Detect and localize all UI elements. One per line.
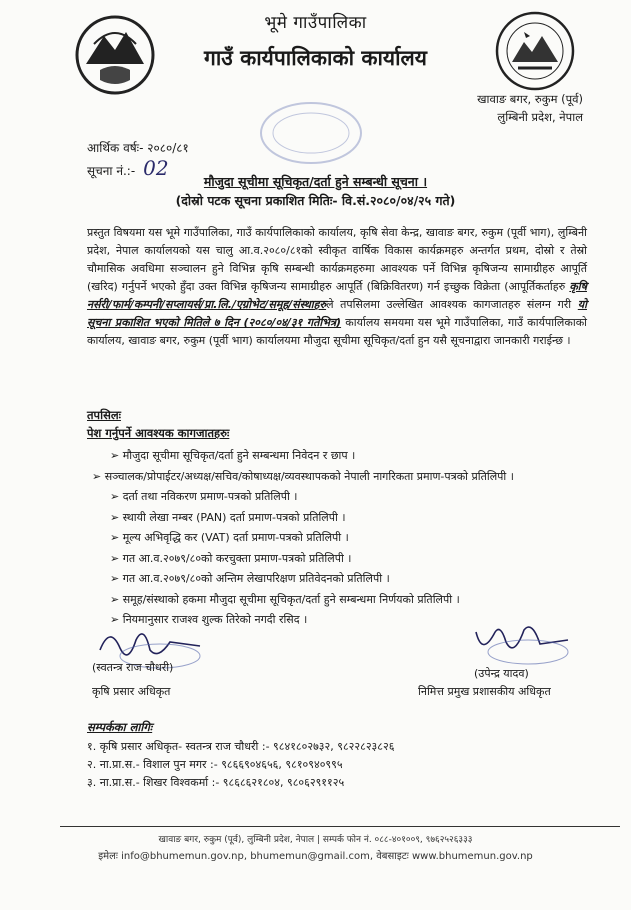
left-signatory-name: (स्वतन्त्र राज चौधरी): [92, 661, 174, 674]
tapsil-heading: तपसिलः: [87, 408, 121, 422]
fiscal-year: आर्थिक वर्षः- २०८०/८१: [87, 141, 189, 155]
list-item: ➢ दर्ता तथा नविकरण प्रमाण-पत्रको प्रतिलिपी ।: [110, 487, 514, 508]
list-item: ➢ मौजुदा सूचीमा सूचिकृत/दर्ता हुने सम्बन्धमा निवेदन र छाप ।: [110, 446, 514, 467]
documents-list: [104, 446, 514, 631]
body-underline-1: कृषि नर्सरी/फार्म/कम्पनी/सप्लायर्स/प्रा.लि./एग्रोभेट/समूह/संस्थाहरु: [87, 280, 587, 311]
footer-divider: [60, 826, 620, 827]
contact-item: ३. ना.प्रा.स.- शिखर विश्वकर्मा :- ९८६८६२१८०४, ९८०६२९११२५: [87, 776, 345, 789]
list-item: ➢ सञ्चालक/प्रोपाईटर/अध्यक्ष/सचिव/कोषाध्यक्ष/व्यवस्थापकको नेपाली नागरिकता प्रमाण-पत्रको प्रतिलिपी ।: [92, 467, 514, 488]
body-underline-2: यो सूचना प्रकाशित भएको मितिले ७ दिन (२०८०/०४/३१ गतेभित्र): [87, 298, 588, 329]
notice-title: मौजुदा सूचीमा सूचिकृत/दर्ता हुने सम्बन्धी सूचना ।: [203, 174, 428, 189]
list-item: ➢ गत आ.व.२०७९/८०को अन्तिम लेखापरिक्षण प्रतिवेदनको प्रतिलिपी ।: [110, 569, 514, 590]
body-text-2: ले तपसिलमा उल्लेखित आवश्यक कागजातहरु संलग्न गरी: [326, 298, 572, 311]
right-signatory-title: निमित्त प्रमुख प्रशासकीय अधिकृत: [418, 685, 551, 698]
footer-contact: इमेलः info@bhumemun.gov.np, bhumemun@gmail.com, वेबसाइटः www.bhumemun.gov.np: [98, 851, 533, 862]
notice-body: [87, 224, 587, 350]
contact-list: [87, 738, 394, 792]
notice-subtitle: (दोस्रो पटक सूचना प्रकाशित मितिः- वि.सं.२०८०/०४/२५ गते): [175, 193, 456, 208]
contact-item: १. कृषि प्रसार अधिकृत- स्वतन्त्र राज चौधरी :- ९८४१८०२७३२, ९८२२८२३८२६: [87, 740, 395, 753]
list-item: ➢ गत आ.व.२०७९/८०को करचुक्ता प्रमाण-पत्रको प्रतिलिपी ।: [110, 549, 514, 570]
body-text-3: कार्यालय समयमा यस भूमे गाउँपालिका, गाउँ कार्यपालिकाको कार्यालय, खावाङ बगर, रुकुम (पूर्वी भाग) कार्यालयमा मौजुदा सूचीमा सूचिकृत/दर्ता हुन यसै सूचनाद्वारा जानकारी गराईन्छ ।: [87, 316, 587, 347]
left-signatory-title: कृषि प्रसार अधिकृत: [92, 685, 171, 698]
footer-address: खावाङ बगर, रुकुम (पूर्व), लुम्बिनी प्रदेश, नेपाल | सम्पर्क फोन नं. ०८८-४०१००९, ९७६२५२६३३३: [158, 835, 473, 845]
office-name: गाउँ कार्यपालिकाको कार्यालय: [204, 46, 427, 70]
notice-number-label: सूचना नं.:-: [87, 164, 136, 178]
list-item: ➢ मूल्य अभिवृद्धि कर (VAT) दर्ता प्रमाण-पत्रको प्रतिलिपी ।: [110, 528, 514, 549]
municipality-name: भूमे गाउँपालिका: [264, 13, 367, 33]
right-signatory-name: (उपेन्द्र यादव): [474, 667, 529, 680]
address-line-1: खावाङ बगर, रुकुम (पूर्व): [477, 92, 583, 106]
list-item: ➢ स्थायी लेखा नम्बर (PAN) दर्ता प्रमाण-पत्रको प्रतिलिपी ।: [110, 508, 514, 529]
faded-stamp-icon: [256, 98, 366, 168]
documents-heading: पेश गर्नुपर्ने आवश्यक कागजातहरुः: [87, 426, 230, 440]
contact-heading: सम्पर्कका लागिः: [87, 720, 153, 734]
body-text-1: प्रस्तुत विषयमा यस भूमे गाउँपालिका, गाउँ कार्यपालिकाको कार्यालय, कृषि सेवा केन्द्र, खावाङ बगर, रुकुम (पूर्वी भाग), लुम्बिनी प्रदेश, नेपाल कार्यालयको यस चालु आ.व.२०८०/८१को स्वीकृत वार्षिक विकास कार्यक्रमहरु अन्तर्गत प्रथम, दोस्रो र तेस्रो चौमासिक अवधिमा सञ्चालन हुने विभिन्न कृषि सम्बन्धी कार्यक्रमहरुमा आवश्यक पर्ने विभिन्न कृषिजन्य सामाग्रीहरु आपूर्ति (खरिद) गर्नुपर्ने भएकोे हुँदा उक्त विभिन्न कृषिजन्य सामाग्रीहरु आपूर्ति (बिक्रिवितरण) गर्न इच्छुक विक्रेता (आपूर्तिकर्ताहरु: [87, 226, 587, 293]
address-line-2: लुम्बिनी प्रदेश, नेपाल: [497, 110, 583, 124]
list-item: ➢ नियमानुसार राजश्व शुल्क तिरेको नगदी रसिद ।: [110, 610, 514, 631]
contact-item: २. ना.प्रा.स.- विशाल पुन मगर :- ९८६६९०४६५६, ९८१०९४०९९५: [87, 758, 343, 771]
list-item: ➢ समूह/संस्थाको हकमा मौजुदा सूचीमा सूचिकृत/दर्ता हुने सम्बन्धमा निर्णयको प्रतिलिपी ।: [110, 590, 514, 611]
notice-number-value: 02: [143, 156, 169, 180]
signature-right-icon: [468, 612, 578, 667]
